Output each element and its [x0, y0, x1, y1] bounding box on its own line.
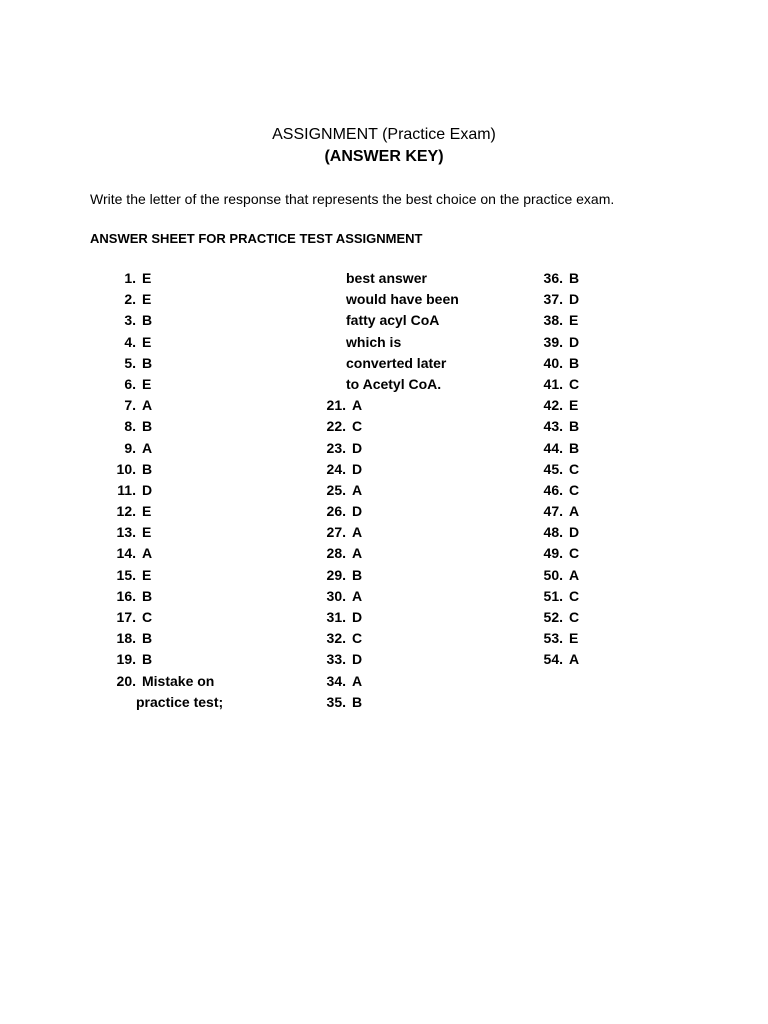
answer-letter: C	[569, 460, 580, 477]
answer-row	[106, 268, 223, 289]
answer-row	[533, 480, 579, 501]
answer-row	[308, 438, 459, 459]
answer-row	[533, 586, 579, 607]
question-number: 34.	[326, 672, 346, 689]
answer-row	[308, 565, 459, 586]
question-number: 47.	[543, 503, 563, 520]
answer-letter: C	[569, 545, 580, 562]
question-number: 20.	[116, 672, 136, 689]
answer-letter: E	[142, 291, 152, 308]
answer-row	[308, 543, 459, 564]
answer-column-2	[308, 268, 459, 713]
answer-letter: A	[352, 587, 363, 604]
question-number: 43.	[543, 418, 563, 435]
answer-row	[106, 522, 223, 543]
answer-row	[308, 395, 459, 416]
question-number: 10.	[116, 460, 136, 477]
answer-row	[106, 416, 223, 437]
answer-letter: D	[352, 460, 363, 477]
question-number: 46.	[543, 481, 563, 498]
answer-row	[106, 289, 223, 310]
answer-row	[533, 607, 579, 628]
answer-letter: E	[142, 503, 152, 520]
answer-row	[533, 649, 579, 670]
question-number: 51.	[543, 587, 563, 604]
answer-letter: C	[142, 609, 153, 625]
answer-note-line: best answer	[346, 270, 427, 286]
answer-letter: A	[352, 481, 363, 498]
answer-letter: A	[352, 524, 363, 541]
answer-row	[106, 671, 223, 692]
question-number: 21.	[326, 397, 346, 414]
question-number: 30.	[326, 587, 346, 604]
question-number: 38.	[543, 312, 563, 329]
answer-row	[533, 501, 579, 522]
answer-letter: Mistake on	[142, 672, 215, 689]
question-number: 44.	[543, 439, 563, 456]
answer-letter: B	[352, 566, 363, 583]
answer-letter: C	[569, 587, 580, 604]
answer-letter: B	[569, 354, 580, 371]
question-number: 54.	[543, 651, 563, 668]
question-number: 14.	[116, 545, 136, 562]
answer-letter: B	[569, 418, 580, 435]
question-number: 3.	[124, 312, 136, 329]
answer-row	[106, 438, 223, 459]
answer-row	[308, 628, 459, 649]
answer-row	[106, 459, 223, 480]
answer-letter: B	[142, 354, 153, 371]
question-number: 4.	[124, 333, 136, 350]
answer-row	[308, 692, 459, 713]
question-number: 25.	[326, 481, 346, 498]
answer-sheet-heading: ANSWER SHEET FOR PRACTICE TEST ASSIGNMENT	[90, 231, 423, 246]
question-number: 1.	[124, 270, 136, 286]
question-number: 9.	[124, 439, 136, 456]
answer-row	[533, 268, 579, 289]
answer-row	[308, 671, 459, 692]
answer-continuation: practice test;	[136, 693, 224, 710]
question-number: 17.	[116, 609, 136, 625]
question-number: 28.	[326, 545, 346, 562]
answer-letter: D	[142, 481, 153, 498]
answer-letter: E	[569, 397, 579, 414]
answer-letter: E	[569, 630, 579, 647]
answer-letter: A	[142, 545, 153, 562]
question-number: 48.	[543, 524, 563, 541]
answer-letter: D	[352, 609, 363, 625]
question-number: 29.	[326, 566, 346, 583]
answer-row	[533, 459, 579, 480]
answer-letter: A	[352, 672, 363, 689]
answer-row	[308, 649, 459, 670]
answer-letter: A	[142, 439, 153, 456]
question-number: 33.	[326, 651, 346, 668]
answer-row	[533, 522, 579, 543]
question-number: 35.	[326, 693, 346, 710]
question-number: 41.	[543, 375, 563, 392]
answer-letter: C	[569, 481, 580, 498]
answer-row	[308, 586, 459, 607]
answer-letter: B	[142, 418, 153, 435]
answer-letter: E	[569, 312, 579, 329]
question-number: 16.	[116, 587, 136, 604]
answer-letter: B	[142, 651, 153, 668]
answer-letter: E	[142, 270, 152, 286]
answer-row	[106, 353, 223, 374]
answer-letter: A	[569, 566, 580, 583]
answer-letter: D	[352, 503, 363, 520]
answer-letter: B	[569, 439, 580, 456]
answer-letter: C	[569, 375, 580, 392]
answer-row	[106, 628, 223, 649]
answer-letter: D	[352, 439, 363, 456]
answer-row	[533, 565, 579, 586]
question-number: 52.	[543, 609, 563, 625]
question-number: 5.	[124, 354, 136, 371]
question-number: 37.	[543, 291, 563, 308]
answer-letter: C	[352, 418, 363, 435]
answer-row	[533, 416, 579, 437]
answer-letter: B	[352, 693, 363, 710]
document-title: ASSIGNMENT (Practice Exam)	[272, 126, 496, 143]
question-number: 42.	[543, 397, 563, 414]
answer-note-line: which is	[346, 333, 402, 350]
answer-letter: C	[352, 630, 363, 647]
answer-letter: A	[569, 651, 580, 668]
question-number: 23.	[326, 439, 346, 456]
answer-row	[308, 522, 459, 543]
answer-letter: E	[142, 524, 152, 541]
answer-letter: E	[142, 333, 152, 350]
answer-row	[533, 353, 579, 374]
question-number: 2.	[124, 291, 136, 308]
question-number: 12.	[116, 503, 136, 520]
answer-letter: A	[142, 397, 153, 414]
answer-row	[533, 438, 579, 459]
answer-letter: B	[142, 587, 153, 604]
question-number: 19.	[116, 651, 136, 668]
answer-row	[533, 395, 579, 416]
answer-row	[106, 480, 223, 501]
question-number: 8.	[124, 418, 136, 435]
document-subtitle: (ANSWER KEY)	[324, 148, 444, 165]
answer-letter: C	[569, 609, 580, 625]
question-number: 11.	[117, 481, 136, 498]
question-number: 49.	[543, 545, 563, 562]
question-number: 27.	[326, 524, 346, 541]
answer-letter: D	[569, 524, 580, 541]
question-number: 50.	[543, 566, 563, 583]
instruction-text: Write the letter of the response that represents the best choice on the practice exam.	[90, 191, 615, 207]
answer-row	[106, 586, 223, 607]
answer-row	[106, 501, 223, 522]
answer-row	[533, 332, 579, 353]
answer-row	[106, 649, 223, 670]
answer-note-line: would have been	[346, 291, 459, 308]
question-number: 26.	[326, 503, 346, 520]
question-number: 7.	[124, 397, 136, 414]
question-number: 45.	[543, 460, 563, 477]
answer-letter: D	[569, 291, 580, 308]
answer-letter: B	[142, 460, 153, 477]
answer-letter: E	[142, 375, 152, 392]
answer-letter: A	[352, 397, 363, 414]
question-number: 6.	[124, 375, 136, 392]
answer-letter: B	[142, 630, 153, 647]
question-number: 31.	[326, 609, 346, 625]
answer-letter: E	[142, 566, 152, 583]
answer-row	[106, 310, 223, 331]
answer-letter: D	[569, 333, 580, 350]
question-number: 24.	[326, 460, 346, 477]
answer-letter: A	[352, 545, 363, 562]
answer-row	[533, 289, 579, 310]
answer-note-line: fatty acyl CoA	[346, 312, 440, 329]
answer-letter: B	[569, 270, 580, 286]
question-number: 32.	[326, 630, 346, 647]
answer-row	[106, 374, 223, 395]
question-number: 18.	[116, 630, 136, 647]
answer-letter: B	[142, 312, 153, 329]
answer-row	[106, 607, 223, 628]
answer-column-3	[533, 268, 579, 671]
answer-row	[106, 565, 223, 586]
answer-row	[106, 543, 223, 564]
question-number: 15.	[116, 566, 136, 583]
answer-note-line: converted later	[346, 354, 447, 371]
answer-letter: A	[569, 503, 580, 520]
answer-row	[533, 310, 579, 331]
question-number: 39.	[543, 333, 563, 350]
answer-row	[106, 332, 223, 353]
answer-row	[308, 459, 459, 480]
answer-row	[533, 374, 579, 395]
question-number: 53.	[543, 630, 563, 647]
question-number: 22.	[326, 418, 346, 435]
answer-note-line: to Acetyl CoA.	[346, 375, 442, 392]
answer-row	[308, 480, 459, 501]
answer-row	[533, 543, 579, 564]
answer-row	[308, 501, 459, 522]
question-number: 40.	[543, 354, 563, 371]
answer-letter: D	[352, 651, 363, 668]
answer-row	[308, 607, 459, 628]
answer-row	[106, 395, 223, 416]
answer-column-1	[106, 268, 223, 713]
answer-row	[533, 628, 579, 649]
question-number: 13.	[116, 524, 136, 541]
answer-row	[308, 416, 459, 437]
question-number: 36.	[543, 270, 563, 286]
